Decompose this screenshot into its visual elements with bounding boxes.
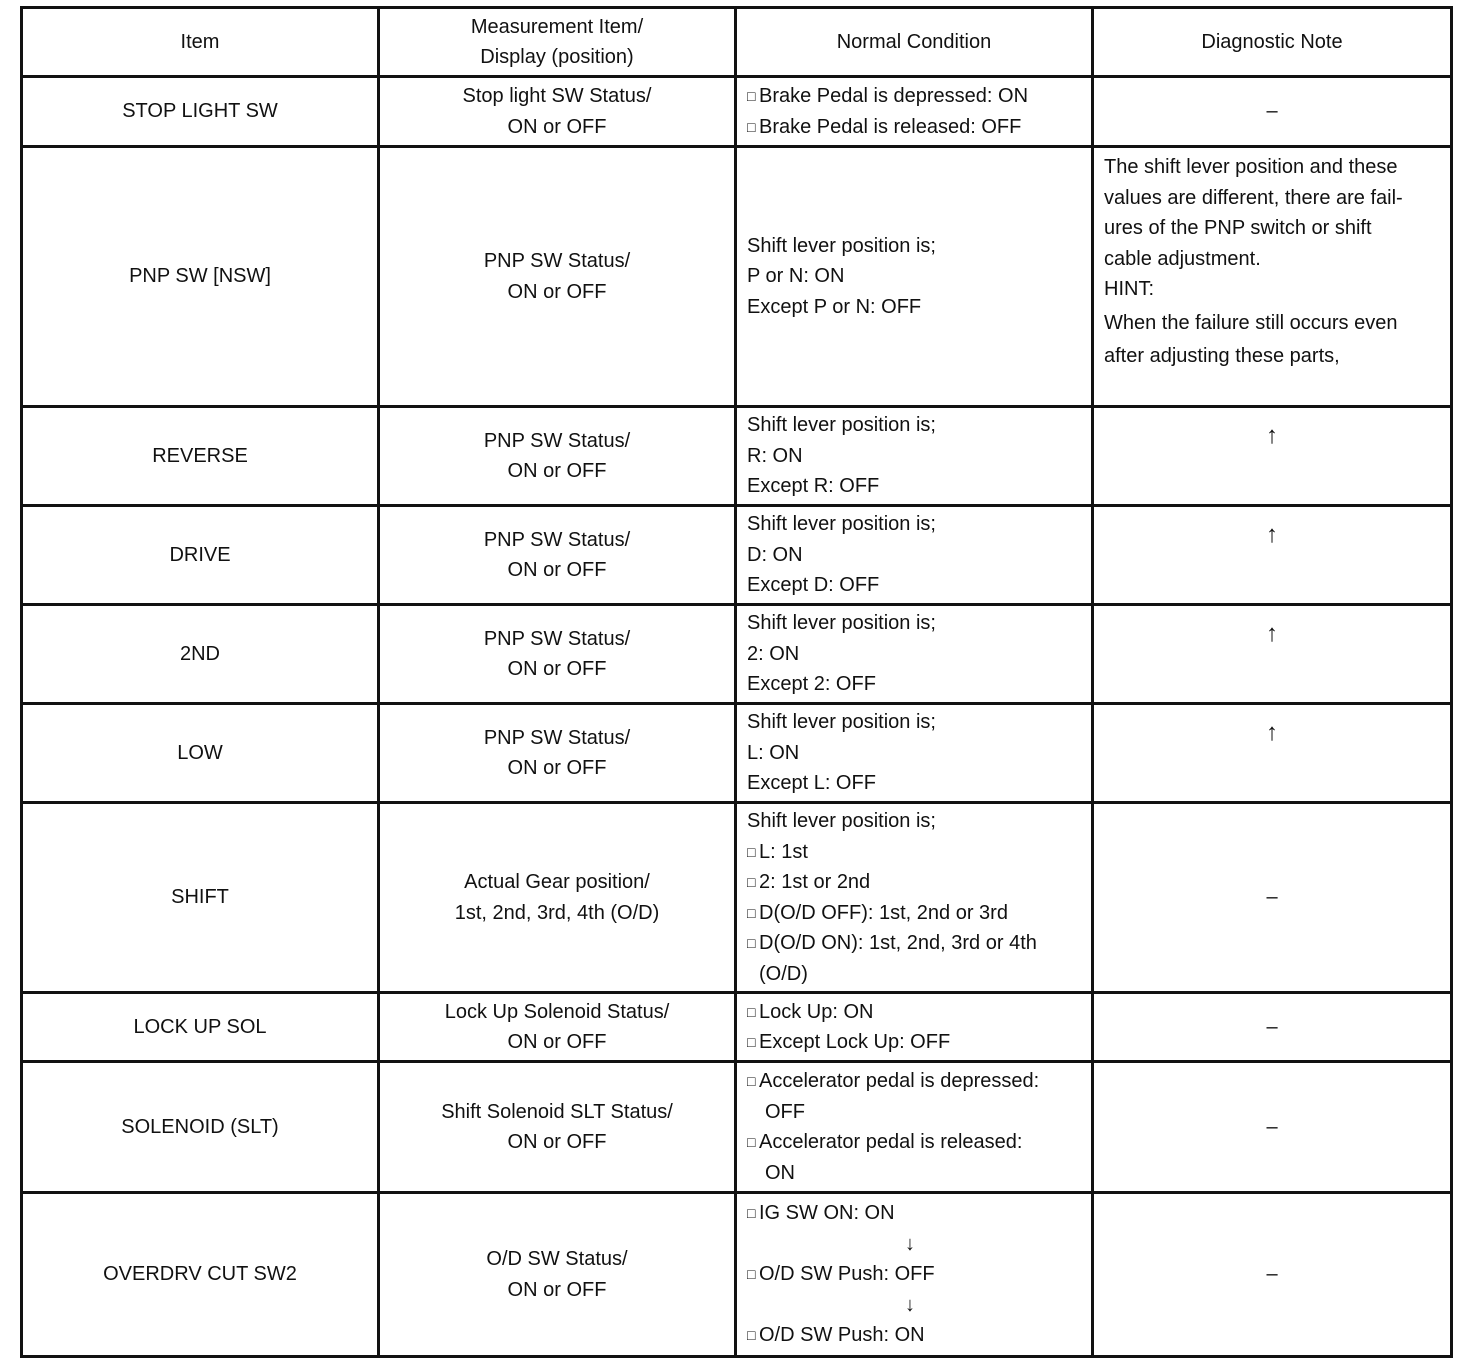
normal-condition-cell	[736, 1193, 1093, 1357]
item-cell: OVERDRV CUT SW2	[22, 1193, 379, 1357]
normal-condition-cell	[736, 704, 1093, 803]
table-row	[22, 1062, 1452, 1193]
same-as-above-arrow-icon: ↑	[1093, 407, 1452, 506]
same-as-above-arrow-icon: ↑	[1093, 704, 1452, 803]
table-row	[22, 605, 1452, 704]
header-measurement-line: Display (position)	[480, 46, 634, 68]
measurement-line: ON or OFF	[507, 757, 607, 779]
note-line: after adjusting these parts,	[1104, 345, 1340, 367]
measurement-cell	[379, 506, 736, 605]
measurement-line: O/D SW Status/	[486, 1248, 628, 1270]
condition-line: □ Brake Pedal is depressed: ON	[747, 81, 1091, 112]
diagnostic-note-cell	[1093, 147, 1452, 407]
normal-condition-cell	[736, 77, 1093, 147]
measurement-line: PNP SW Status/	[483, 528, 631, 551]
header-measurement-line: Measurement Item/	[470, 15, 644, 38]
normal-condition-cell	[736, 605, 1093, 704]
measurement-cell	[379, 605, 736, 704]
condition-line: □ Except Lock Up: OFF	[747, 1027, 1091, 1058]
normal-condition-cell	[736, 147, 1093, 407]
header-normal-condition: Normal Condition	[736, 8, 1093, 77]
item-cell: LOCK UP SOL	[22, 993, 379, 1062]
condition-line: □ Accelerator pedal is released:	[747, 1127, 1091, 1158]
diagnostic-note-cell: –	[1093, 1193, 1452, 1357]
measurement-cell	[379, 147, 736, 407]
note-line: cable adjustment.	[1104, 247, 1261, 270]
note-line: When the failure still occurs even	[1104, 311, 1398, 334]
measurement-cell	[379, 803, 736, 993]
condition-line: L: ON	[747, 741, 800, 764]
condition-line: □ Brake Pedal is released: OFF	[747, 112, 1091, 143]
item-cell: DRIVE	[22, 506, 379, 605]
measurement-line: Shift Solenoid SLT Status/	[441, 1100, 673, 1123]
normal-condition-cell	[736, 803, 1093, 993]
measurement-line: PNP SW Status/	[483, 726, 631, 749]
table-row	[22, 407, 1452, 506]
measurement-line: PNP SW Status/	[483, 250, 631, 272]
table-row	[22, 803, 1452, 993]
table-row	[22, 704, 1452, 803]
diagnostic-note-cell: –	[1093, 803, 1452, 993]
condition-line: OFF	[765, 1100, 805, 1123]
condition-line: (O/D)	[759, 962, 808, 985]
header-measurement	[379, 8, 736, 77]
condition-line: □ O/D SW Push: OFF	[747, 1259, 1091, 1290]
measurement-line: ON or OFF	[507, 460, 607, 482]
condition-line: □ Lock Up: ON	[747, 997, 1091, 1028]
note-line: ures of the PNP switch or shift	[1104, 217, 1372, 239]
condition-line: ON	[765, 1161, 795, 1184]
item-cell: REVERSE	[22, 407, 379, 506]
condition-line: □ D(O/D OFF): 1st, 2nd or 3rd	[747, 898, 1091, 929]
measurement-line: ON or OFF	[507, 115, 607, 138]
measurement-line: ON or OFF	[507, 1031, 607, 1053]
measurement-cell	[379, 704, 736, 803]
measurement-cell	[379, 407, 736, 506]
table-row	[22, 993, 1452, 1062]
condition-line: □ O/D SW Push: ON	[747, 1320, 1091, 1351]
header-diagnostic-note: Diagnostic Note	[1093, 8, 1452, 77]
condition-line: □ 2: 1st or 2nd	[747, 867, 1091, 898]
measurement-cell	[379, 993, 736, 1062]
item-cell: SOLENOID (SLT)	[22, 1062, 379, 1193]
condition-line: Shift lever position is;	[747, 810, 936, 832]
condition-line: Shift lever position is;	[747, 513, 936, 536]
item-cell: STOP LIGHT SW	[22, 77, 379, 147]
condition-line: Except D: OFF	[747, 574, 880, 597]
diagnostic-note-cell: –	[1093, 77, 1452, 147]
condition-line: 2: ON	[747, 642, 800, 665]
item-cell: LOW	[22, 704, 379, 803]
item-cell: PNP SW [NSW]	[22, 147, 379, 407]
measurement-line: ON or OFF	[507, 1131, 607, 1153]
header-item: Item	[22, 8, 379, 77]
diagnostic-data-table	[20, 6, 1453, 1358]
same-as-above-arrow-icon: ↑	[1093, 605, 1452, 704]
condition-line: Except R: OFF	[747, 475, 880, 498]
condition-line: R: ON	[747, 444, 803, 467]
condition-line: □ D(O/D ON): 1st, 2nd, 3rd or 4th	[747, 928, 1091, 959]
measurement-line: 1st, 2nd, 3rd, 4th (O/D)	[454, 901, 660, 924]
measurement-line: Stop light SW Status/	[462, 85, 652, 107]
diagnostic-note-cell: –	[1093, 993, 1452, 1062]
measurement-cell	[379, 1193, 736, 1357]
condition-line: P or N: ON	[747, 265, 845, 288]
condition-line: □ IG SW ON: ON	[747, 1198, 1091, 1229]
condition-line: Shift lever position is;	[747, 711, 936, 734]
down-arrow-icon: ↓	[905, 1232, 915, 1255]
normal-condition-cell	[736, 407, 1093, 506]
normal-condition-cell	[736, 506, 1093, 605]
measurement-line: PNP SW Status/	[483, 627, 631, 650]
measurement-line: ON or OFF	[507, 658, 607, 680]
condition-line: Except P or N: OFF	[747, 295, 922, 318]
condition-line: □ Accelerator pedal is depressed:	[747, 1066, 1091, 1097]
table-row	[22, 1193, 1452, 1357]
note-line: The shift lever position and these	[1104, 156, 1398, 178]
condition-line: Except 2: OFF	[747, 673, 876, 696]
item-cell: 2ND	[22, 605, 379, 704]
measurement-line: Actual Gear position/	[464, 871, 650, 893]
normal-condition-cell	[736, 1062, 1093, 1193]
note-line: values are different, there are fail-	[1104, 186, 1403, 209]
condition-line: □ L: 1st	[747, 837, 1091, 868]
normal-condition-cell	[736, 993, 1093, 1062]
measurement-line: Lock Up Solenoid Status/	[444, 1000, 670, 1023]
same-as-above-arrow-icon: ↑	[1093, 506, 1452, 605]
diagnostic-data-table-container	[20, 6, 1453, 1358]
condition-line: Shift lever position is;	[747, 234, 936, 257]
note-line: HINT:	[1104, 278, 1154, 300]
condition-line: Except L: OFF	[747, 772, 876, 795]
table-row	[22, 77, 1452, 147]
table-row	[22, 147, 1452, 407]
condition-line: D: ON	[747, 543, 803, 566]
measurement-line: ON or OFF	[507, 280, 607, 303]
measurement-cell	[379, 77, 736, 147]
condition-line: Shift lever position is;	[747, 612, 936, 635]
table-row	[22, 506, 1452, 605]
diagnostic-note-cell: –	[1093, 1062, 1452, 1193]
measurement-line: ON or OFF	[507, 1278, 607, 1301]
down-arrow-icon: ↓	[905, 1293, 915, 1316]
table-header-row	[22, 8, 1452, 77]
condition-line: Shift lever position is;	[747, 414, 936, 437]
item-cell: SHIFT	[22, 803, 379, 993]
measurement-cell	[379, 1062, 736, 1193]
measurement-line: ON or OFF	[507, 559, 607, 581]
measurement-line: PNP SW Status/	[483, 429, 631, 452]
